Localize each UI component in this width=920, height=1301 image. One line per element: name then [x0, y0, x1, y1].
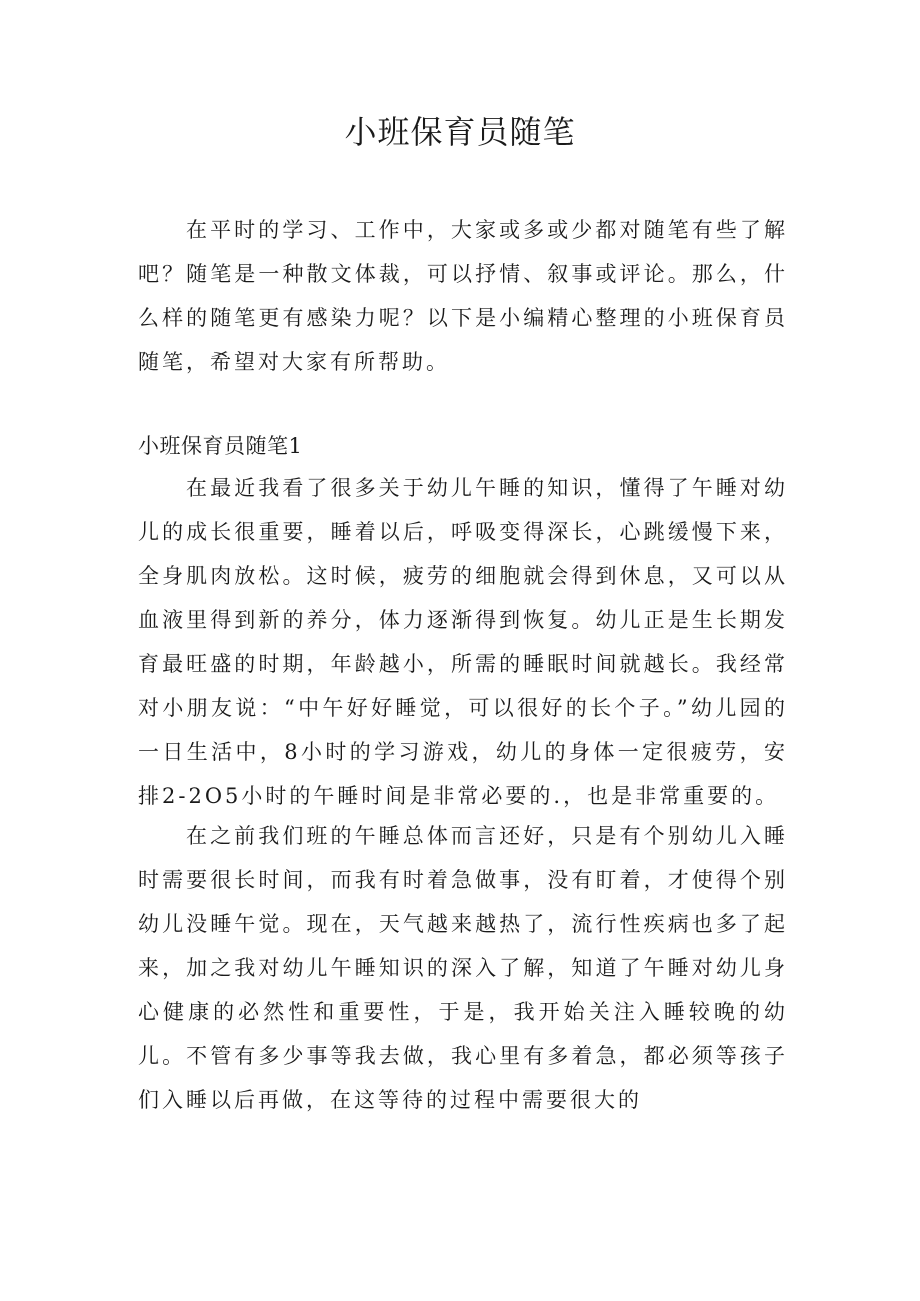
page-title: 小班保育员随笔 — [344, 113, 576, 151]
section-heading: 小班保育员随笔1 — [138, 434, 303, 458]
body-paragraph-1: 在最近我看了很多关于幼儿午睡的知识，懂得了午睡对幼儿的成长很重要，睡着以后，呼吸变得深长，心跳缓慢下来，全身肌肉放松。这时候，疲劳的细胞就会得到休息，又可以从血液里得到新的养分，体力逐渐得到恢复。幼儿正是生长期发育最旺盛的时期，年龄越小，所需的睡眠时间就越长。我经常对小朋友说：“中午好好睡觉，可以很好的长个子。”幼儿园的一日生活中，8小时的学习游戏，幼儿的身体一定很疲劳，安排2-2O5小时的午睡时间是非常必要的.，也是非常重要的。 — [138, 476, 788, 808]
body-paragraph-2: 在之前我们班的午睡总体而言还好，只是有个别幼儿入睡时需要很长时间，而我有时着急做事，没有盯着，才使得个别幼儿没睡午觉。现在，天气越来越热了，流行性疾病也多了起来，加之我对幼儿午睡知识的深入了解，知道了午睡对幼儿身心健康的必然性和重要性，于是，我开始关注入睡较晚的幼儿。不管有多少事等我去做，我心里有多着急，都必须等孩子们入睡以后再做，在这等待的过程中需要很大的 — [138, 824, 788, 1112]
intro-paragraph: 在平时的学习、工作中，大家或多或少都对随笔有些了解吧？随笔是一种散文体裁，可以抒情、叙事或评论。那么，什么样的随笔更有感染力呢？以下是小编精心整理的小班保育员随笔，希望对大家有所帮助。 — [138, 218, 788, 374]
